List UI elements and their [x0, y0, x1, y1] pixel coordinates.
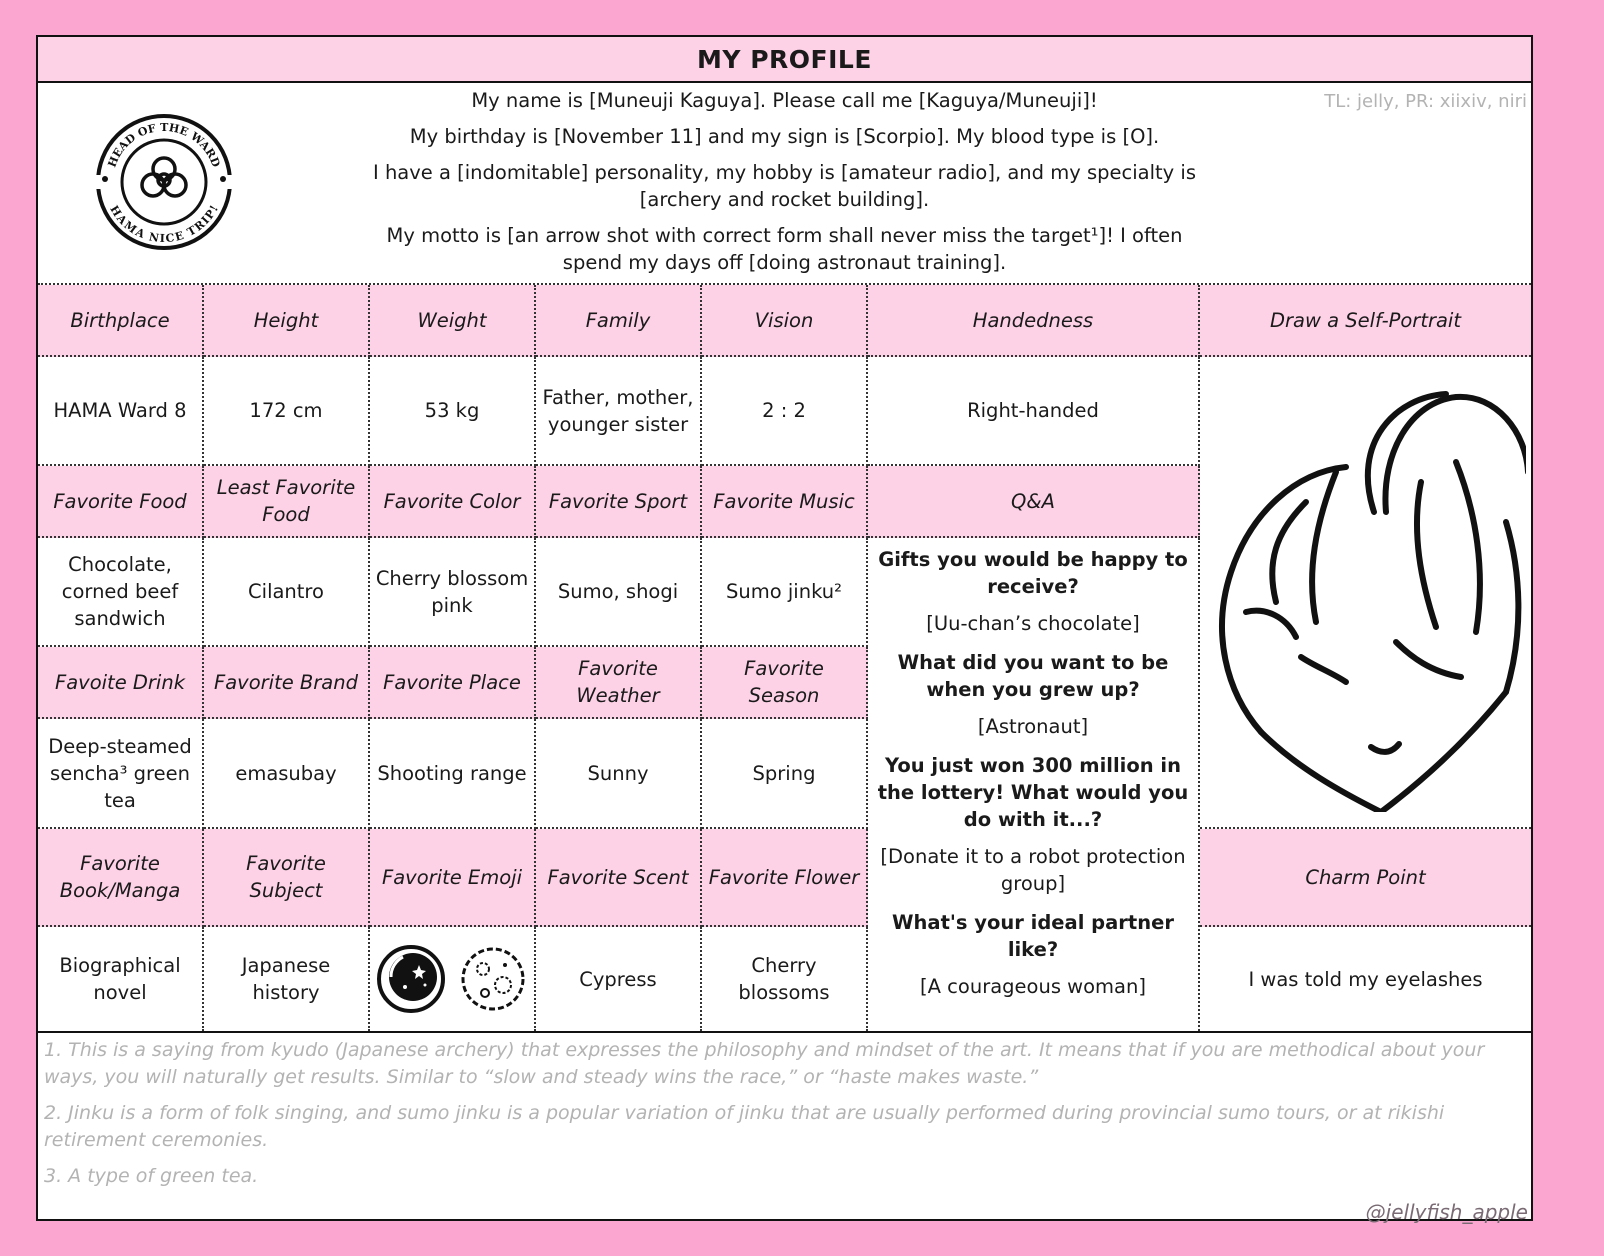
label-favorite-place: Favorite Place: [370, 647, 536, 719]
label-least-favorite-food: Least Favorite Food: [204, 466, 370, 538]
label-favorite-flower: Favorite Flower: [702, 829, 868, 927]
label-favorite-season: Favorite Season: [702, 647, 868, 719]
qa-answer: [Uu-chan’s chocolate]: [926, 612, 1140, 635]
value-favorite-flower: Cherry blossoms: [702, 927, 868, 1031]
value-favorite-subject: Japanese history: [204, 927, 370, 1031]
label-favorite-sport: Favorite Sport: [536, 466, 702, 538]
translation-credits: TL: jelly, PR: xiixiv, niri: [1324, 91, 1527, 112]
value-favorite-drink: Deep-steamed sencha³ green tea: [38, 719, 204, 829]
value-favorite-place: Shooting range: [370, 719, 536, 829]
value-favorite-music: Sumo jinku²: [702, 538, 868, 647]
intro-personality-line: I have a [indomitable] personality, my hobby is [amateur radio], and my specialty is [archery and rocket building].: [373, 161, 1196, 211]
label-favorite-food: Favorite Food: [38, 466, 204, 538]
label-favorite-drink: Favoite Drink: [38, 647, 204, 719]
label-favorite-weather: Favorite Weather: [536, 647, 702, 719]
label-self-portrait: Draw a Self-Portrait: [1200, 285, 1531, 357]
label-favorite-scent: Favorite Scent: [536, 829, 702, 927]
label-birthplace: Birthplace: [38, 285, 204, 357]
intro-text: [368, 87, 1201, 285]
value-family: Father, mother, younger sister: [536, 357, 702, 466]
label-weight: Weight: [370, 285, 536, 357]
value-favorite-sport: Sumo, shogi: [536, 538, 702, 647]
profile-sheet: [36, 35, 1533, 1221]
value-weight: 53 kg: [370, 357, 536, 466]
value-handedness: Right-handed: [868, 357, 1200, 466]
page-title: MY PROFILE: [38, 37, 1531, 83]
self-portrait-cell: [1200, 357, 1531, 829]
footnote-3: 3. A type of green tea.: [44, 1165, 259, 1187]
value-favorite-emoji: [370, 927, 536, 1031]
label-favorite-color: Favorite Color: [370, 466, 536, 538]
value-charm-point: I was told my eyelashes: [1200, 927, 1531, 1031]
intro-name-line: My name is [Muneuji Kaguya]. Please call me [Kaguya/Muneuji]!: [471, 89, 1098, 112]
astronaut-helmet-icon: [375, 943, 447, 1015]
intro-section: [38, 83, 1531, 285]
value-favorite-scent: Cypress: [536, 927, 702, 1031]
moon-icon: [457, 943, 529, 1015]
footnotes: [38, 1031, 1531, 1219]
label-vision: Vision: [702, 285, 868, 357]
self-portrait-drawing-icon: [1206, 372, 1526, 812]
qa-section: [868, 538, 1200, 1031]
label-handedness: Handedness: [868, 285, 1200, 357]
artist-watermark: @jellyfish_apple: [1365, 1200, 1528, 1224]
label-qa: Q&A: [868, 466, 1200, 538]
seal-bottom-text: HAMA NICE TRIP!: [107, 203, 221, 246]
label-favorite-book-manga: Favorite Book/Manga: [38, 829, 204, 927]
label-favorite-subject: Favorite Subject: [204, 829, 370, 927]
intro-motto-line: My motto is [an arrow shot with correct form shall never miss the target¹]! I often spend my days off [doing astronaut training].: [386, 224, 1183, 274]
value-vision: 2 : 2: [702, 357, 868, 466]
footnote-1: 1. This is a saying from kyudo (Japanese archery) that expresses the philosophy and mindset of the art. It means that if you are methodical about your ways, you will naturally get results. Similar to “slow and steady wins the race,” or “haste makes waste.”: [44, 1039, 1485, 1088]
value-favorite-color: Cherry blossom pink: [370, 538, 536, 647]
value-favorite-season: Spring: [702, 719, 868, 829]
qa-question: You just won 300 million in the lottery! What would you do with it...?: [877, 754, 1189, 831]
footnote-2: 2. Jinku is a form of folk singing, and sumo jinku is a popular variation of jinku that are usually performed during provincial sumo tours, or at rikishi retirement ceremonies.: [44, 1102, 1445, 1151]
qa-answer: [A courageous woman]: [920, 975, 1146, 998]
value-height: 172 cm: [204, 357, 370, 466]
label-family: Family: [536, 285, 702, 357]
label-charm-point: Charm Point: [1200, 829, 1531, 927]
seal-top-text: HEAD OF THE WARD: [105, 120, 223, 170]
label-favorite-brand: Favorite Brand: [204, 647, 370, 719]
value-favorite-book-manga: Biographical novel: [38, 927, 204, 1031]
label-favorite-music: Favorite Music: [702, 466, 868, 538]
label-height: Height: [204, 285, 370, 357]
qa-answer: [Donate it to a robot protection group]: [880, 845, 1186, 895]
head-of-ward-seal-icon: [93, 111, 235, 253]
value-favorite-brand: emasubay: [204, 719, 370, 829]
qa-question: What's your ideal partner like?: [892, 911, 1174, 961]
label-favorite-emoji: Favorite Emoji: [370, 829, 536, 927]
intro-birthday-line: My birthday is [November 11] and my sign is [Scorpio]. My blood type is [O].: [409, 125, 1160, 148]
qa-question: What did you want to be when you grew up?: [897, 651, 1169, 701]
qa-question: Gifts you would be happy to receive?: [878, 548, 1188, 598]
value-favorite-weather: Sunny: [536, 719, 702, 829]
value-favorite-food: Chocolate, corned beef sandwich: [38, 538, 204, 647]
value-least-favorite-food: Cilantro: [204, 538, 370, 647]
value-birthplace: HAMA Ward 8: [38, 357, 204, 466]
qa-answer: [Astronaut]: [977, 715, 1089, 738]
